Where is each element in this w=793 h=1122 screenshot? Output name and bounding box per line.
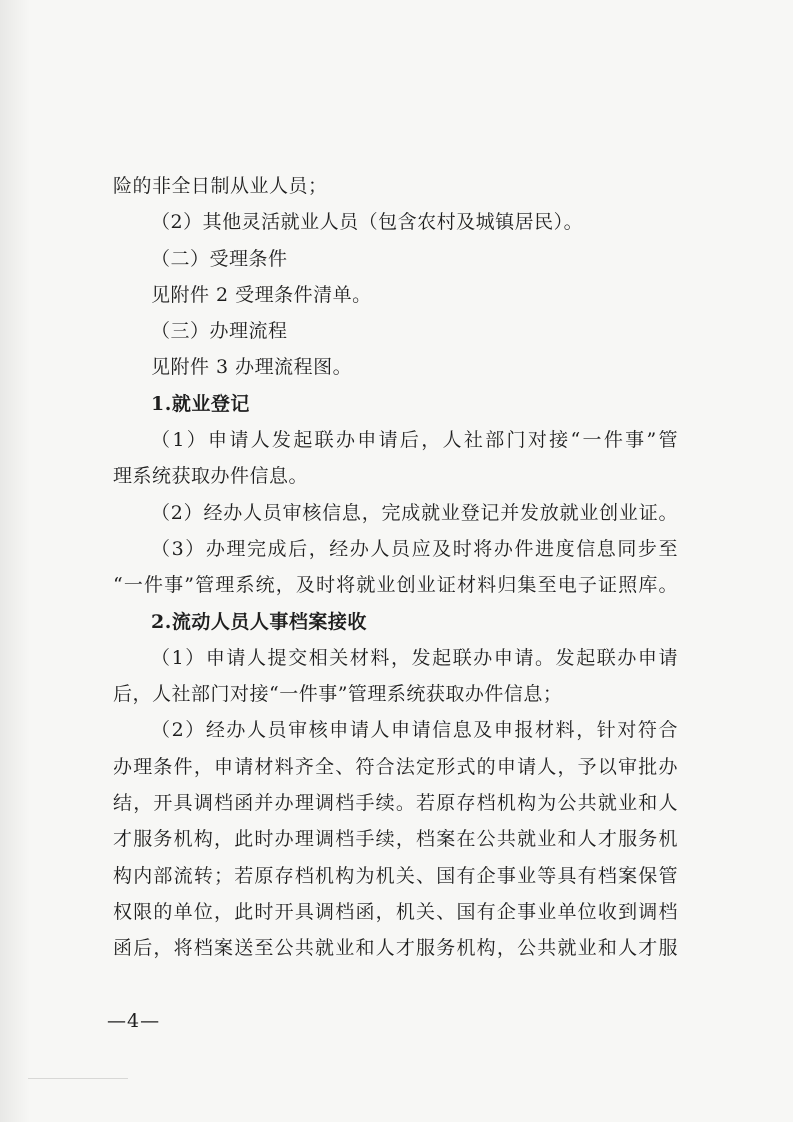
text-line: 权限的单位，此时开具调档函，机关、国有企事业单位收到调档	[113, 900, 678, 923]
text-line: 办理条件，申请材料齐全、符合法定形式的申请人，予以审批办	[113, 755, 678, 778]
section-heading: （三）办理流程	[151, 320, 288, 343]
page-number: —4—	[107, 1010, 161, 1032]
text-line: 理系统获取办件信息。	[113, 465, 309, 488]
body-text	[113, 168, 678, 967]
text-line: （1）申请人发起联办申请后，人社部门对接“一件事”管	[151, 429, 678, 452]
text-line: 函后，将档案送至公共就业和人才服务机构，公共就业和人才服	[113, 937, 678, 960]
text-line: 见附件 3 办理流程图。	[151, 356, 353, 379]
text-line: 后，人社部门对接“一件事”管理系统获取办件信息；	[113, 683, 563, 706]
text-line: （2）经办人员审核申请人申请信息及申报材料，针对符合	[151, 719, 678, 742]
text-line: （2）经办人员审核信息，完成就业登记并发放就业创业证。	[151, 501, 678, 524]
text-line: 才服务机构，此时办理调档手续，档案在公共就业和人才服务机	[113, 828, 678, 851]
subsection-heading: 1.就业登记	[151, 392, 250, 415]
text-line: （2）其他灵活就业人员（包含农村及城镇居民）。	[151, 211, 584, 234]
text-line: （3）办理完成后，经办人员应及时将办件进度信息同步至	[151, 537, 678, 560]
bottom-divider	[28, 1078, 128, 1079]
text-line: 见附件 2 受理条件清单。	[151, 283, 372, 306]
text-line: （1）申请人提交相关材料，发起联办申请。发起联办申请	[151, 646, 678, 669]
text-line: 构内部流转；若原存档机构为机关、国有企事业等具有档案保管	[113, 864, 678, 887]
section-heading: （二）受理条件	[151, 247, 288, 270]
text-line: 险的非全日制从业人员；	[113, 175, 328, 197]
text-line: 结，开具调档函并办理调档手续。若原存档机构为公共就业和人	[113, 792, 678, 815]
text-line: “一件事”管理系统，及时将就业创业证材料归集至电子证照库。	[113, 574, 678, 597]
subsection-heading: 2.流动人员人事档案接收	[151, 610, 367, 633]
scan-edge-shadow	[0, 0, 30, 1122]
